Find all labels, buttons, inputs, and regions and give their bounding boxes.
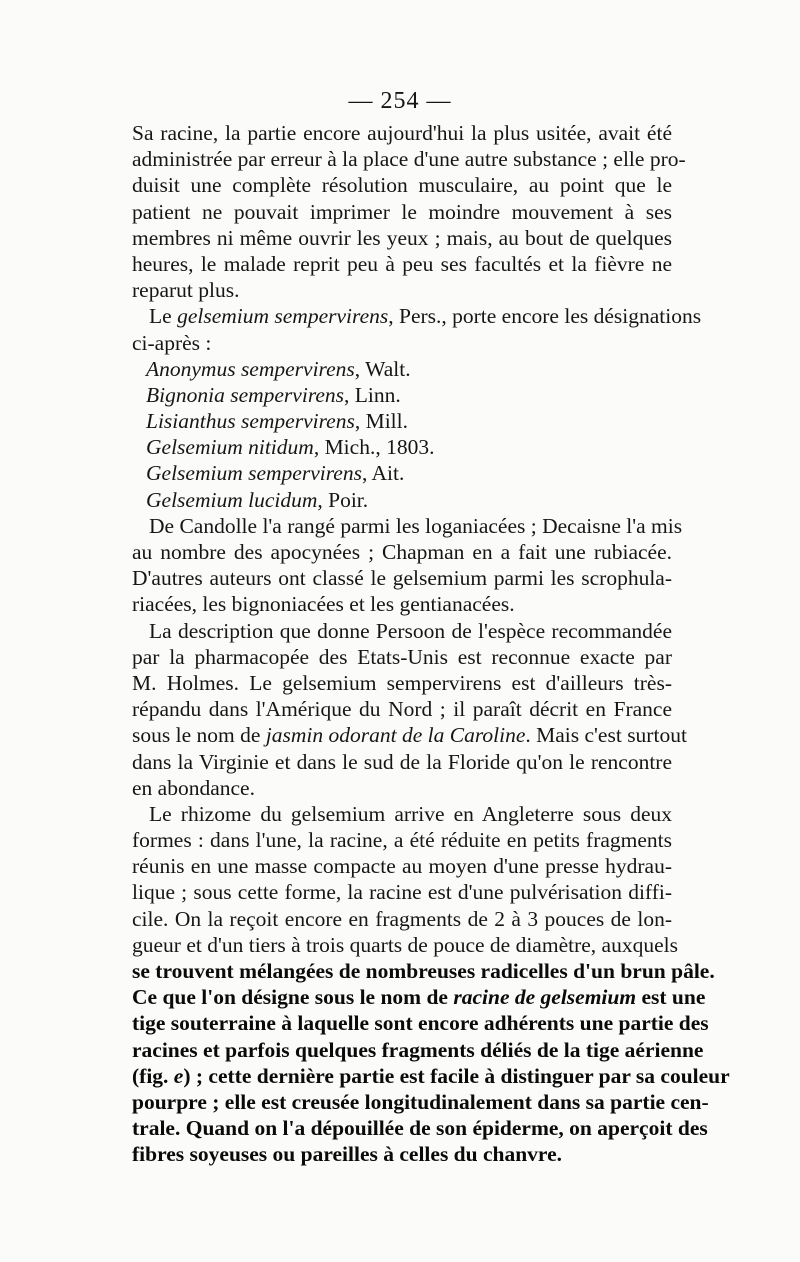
line-text: Ce que l'on désigne sous le nom de bbox=[132, 985, 454, 1010]
text-line: gueur et d'un tiers à trois quarts de pouce de diamètre, auxquels bbox=[132, 932, 678, 957]
text-line bbox=[132, 984, 706, 1010]
text-line: riacées, les bignoniacées et les gentianacées. bbox=[132, 592, 515, 617]
text-line: duisit une complète résolution musculaire, au point que le bbox=[132, 173, 672, 198]
text-line: répandu dans l'Amérique du Nord ; il paraît décrit en France bbox=[132, 697, 672, 722]
synonym-line bbox=[132, 434, 672, 460]
text-line: ci-après : bbox=[132, 330, 212, 355]
line-text: , Mill. bbox=[354, 409, 408, 434]
italic-text: gelsemium sempervirens bbox=[177, 304, 389, 329]
italic-text: jasmin odorant de la Caroline bbox=[265, 723, 526, 748]
synonym-line bbox=[132, 382, 672, 408]
line-text: , Ait. bbox=[361, 461, 405, 486]
line-text: ) ; cette dernière partie est facile à distinguer par sa couleur bbox=[183, 1063, 730, 1088]
line-text: sous le nom de bbox=[132, 723, 266, 748]
text-line: en abondance. bbox=[132, 775, 255, 800]
line-text: , Pers., porte encore les désignations bbox=[388, 304, 702, 329]
text-line: lique ; sous cette forme, la racine est d'une pulvérisation diffi- bbox=[132, 880, 672, 905]
text-line: De Candolle l'a rangé parmi les loganiacées ; Decaisne l'a mis bbox=[149, 513, 683, 538]
line-text: est une bbox=[636, 985, 706, 1010]
text-line: réunis en une masse compacte au moyen d'une presse hydrau- bbox=[132, 854, 672, 879]
text-line: M. Holmes. Le gelsemium sempervirens est d'ailleurs très- bbox=[132, 670, 672, 695]
text-line: patient ne pouvait imprimer le moindre mouvement à ses bbox=[132, 199, 672, 224]
synonym-line bbox=[132, 487, 672, 513]
text-line: tige souterraine à laquelle sont encore adhérents une partie des bbox=[132, 1011, 709, 1036]
italic-text: Bignonia sempervirens bbox=[146, 382, 345, 407]
text-line bbox=[132, 1063, 730, 1089]
italic-text: Lisianthus sempervirens bbox=[146, 409, 355, 434]
italic-text: Gelsemium lucidum bbox=[146, 487, 318, 512]
page-number: — 254 — bbox=[348, 88, 452, 114]
text-line: formes : dans l'une, la racine, a été réduite en petits fragments bbox=[132, 828, 672, 853]
text-line: pourpre ; elle est creusée longitudinalement dans sa partie cen- bbox=[132, 1089, 709, 1114]
italic-text: Gelsemium sempervirens bbox=[146, 461, 362, 486]
line-text: , Linn. bbox=[344, 382, 401, 407]
line-text: , Mich., 1803. bbox=[313, 435, 435, 460]
text-line: se trouvent mélangées de nombreuses radicelles d'un brun pâle. bbox=[132, 959, 715, 983]
text-line: administrée par erreur à la place d'une autre substance ; elle pro- bbox=[132, 147, 686, 172]
synonym-line bbox=[132, 408, 672, 434]
line-text: Le bbox=[149, 304, 178, 329]
body-text bbox=[132, 120, 730, 1168]
line-text: , Poir. bbox=[317, 487, 369, 512]
text-line: Le rhizome du gelsemium arrive en Angleterre sous deux bbox=[149, 801, 672, 826]
italic-text: Anonymus sempervirens bbox=[146, 356, 355, 381]
italic-text: e bbox=[173, 1063, 184, 1088]
italic-text: racine de gelsemium bbox=[453, 985, 637, 1010]
text-line: La description que donne Persoon de l'espèce recommandée bbox=[149, 618, 672, 643]
text-line: dans la Virginie et dans le sud de la Floride qu'on le rencontre bbox=[132, 749, 672, 774]
line-text: (fig. bbox=[132, 1063, 174, 1088]
text-line: racines et parfois quelques fragments déliés de la tige aérienne bbox=[132, 1037, 704, 1062]
line-text: , Walt. bbox=[354, 356, 411, 381]
text-line: Sa racine, la partie encore aujourd'hui la plus usitée, avait été bbox=[132, 121, 672, 145]
text-line: membres ni même ouvrir les yeux ; mais, au bout de quelques bbox=[132, 225, 672, 250]
text-line: D'autres auteurs ont classé le gelsemium parmi les scrophula- bbox=[132, 566, 672, 591]
line-text: . Mais c'est surtout bbox=[525, 723, 687, 748]
synonym-line bbox=[132, 356, 672, 382]
italic-text: Gelsemium nitidum bbox=[146, 435, 314, 460]
text-line: cile. On la reçoit encore en fragments de 2 à 3 pouces de lon- bbox=[132, 906, 672, 931]
text-line: par la pharmacopée des Etats-Unis est reconnue exacte par bbox=[132, 644, 672, 669]
text-line: trale. Quand on l'a dépouillée de son épiderme, on aperçoit des bbox=[132, 1116, 708, 1141]
synonym-line bbox=[132, 460, 672, 486]
text-line bbox=[132, 303, 702, 329]
text-line: au nombre des apocynées ; Chapman en a fait une rubiacée. bbox=[132, 540, 672, 564]
text-line: reparut plus. bbox=[132, 278, 240, 303]
text-line bbox=[132, 722, 687, 748]
text-line: heures, le malade reprit peu à peu ses facultés et la fièvre ne bbox=[132, 251, 672, 276]
text-line: fibres soyeuses ou pareilles à celles du chanvre. bbox=[132, 1142, 562, 1167]
